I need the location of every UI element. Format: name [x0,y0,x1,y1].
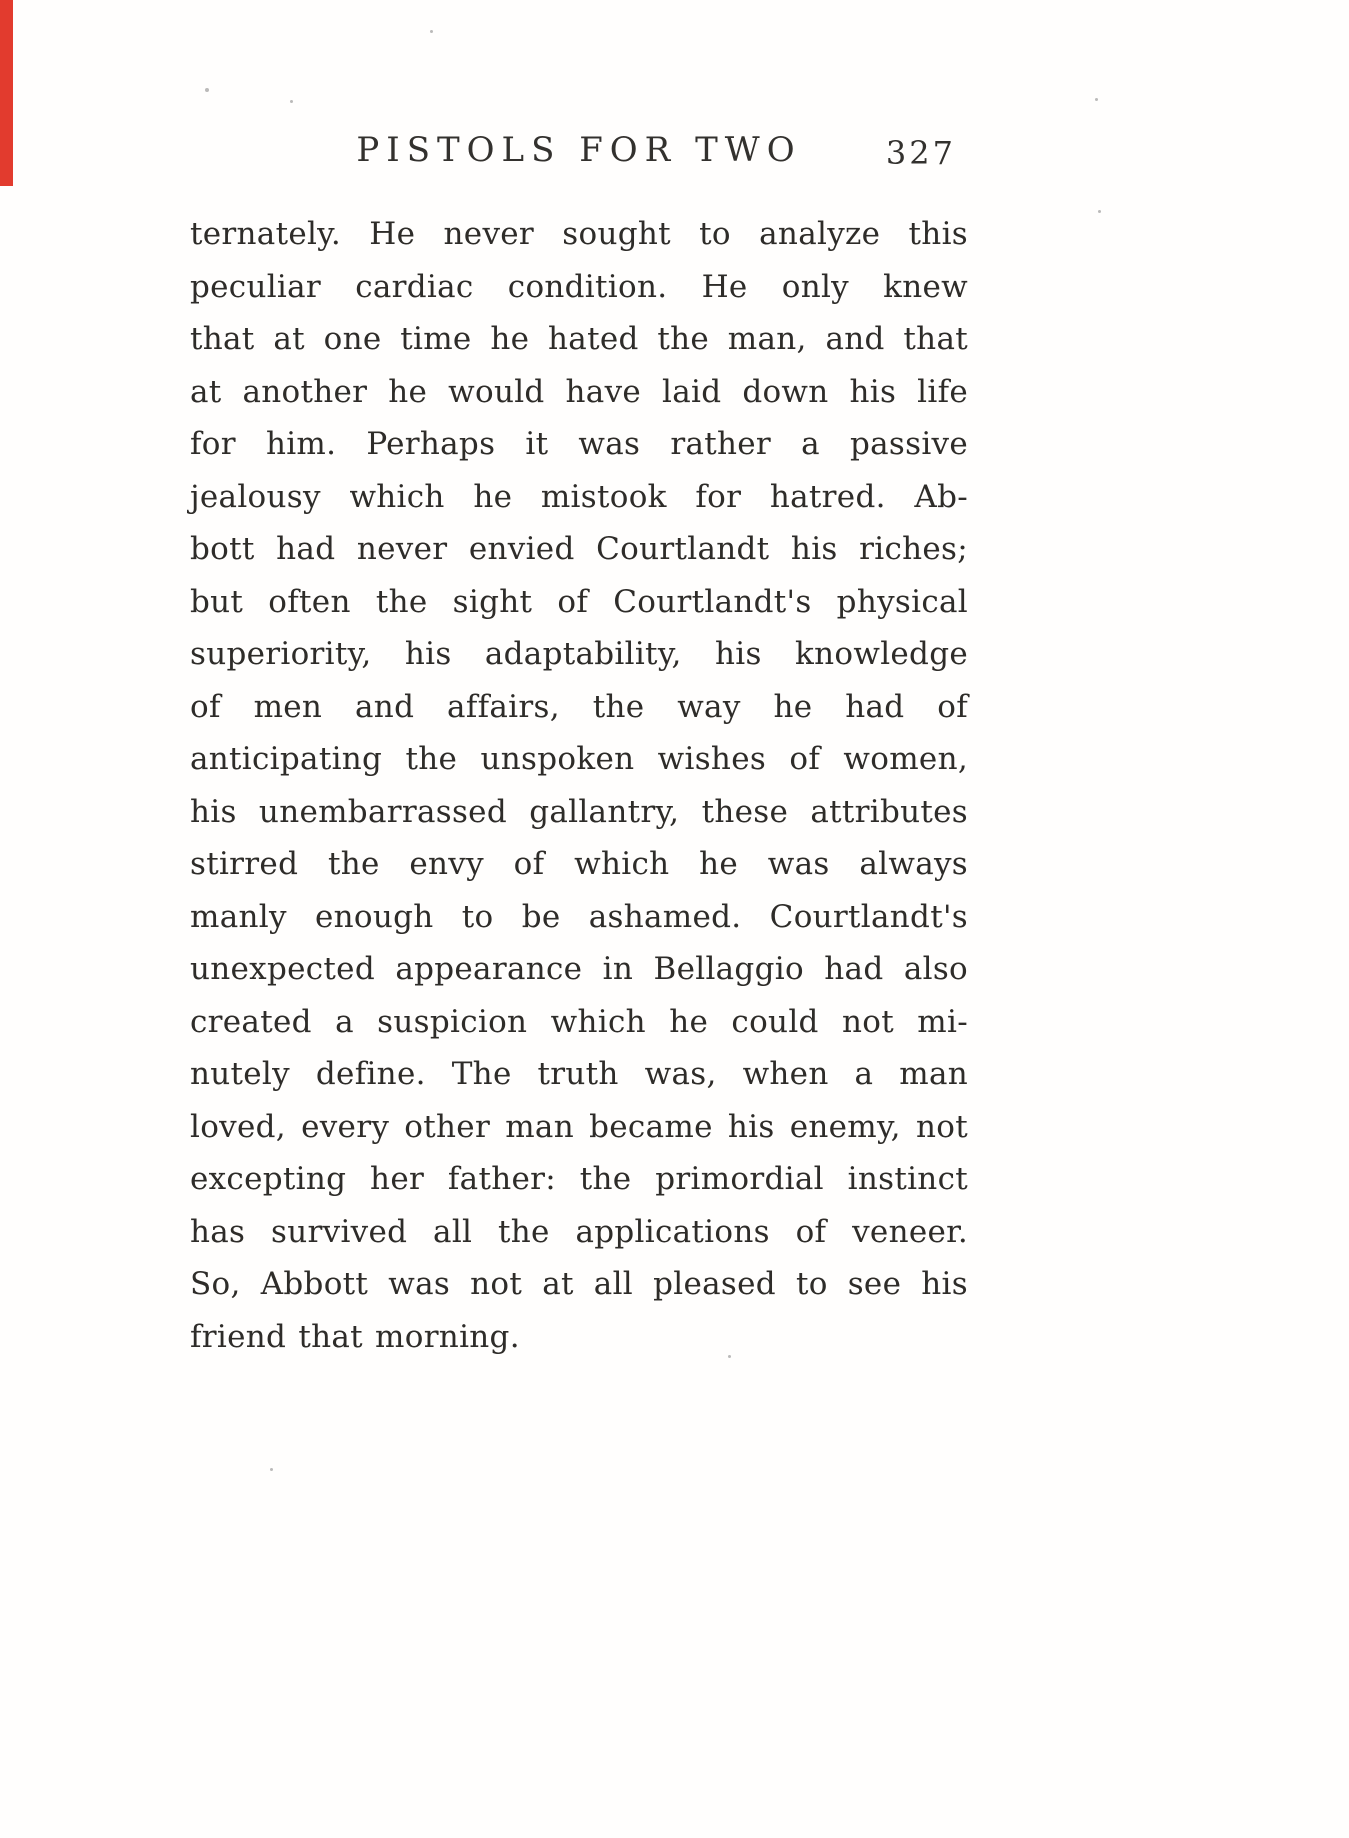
scan-speck [270,1468,273,1471]
text-line: that at one time he hated the man, and that [190,321,968,357]
text-line: manly enough to be ashamed. Courtlandt's [190,898,968,935]
scan-speck [1095,98,1098,101]
text-line: superiority, his adaptability, his knowledge [190,636,968,672]
scan-speck [1098,210,1101,213]
text-line: of men and affairs, the way he had of [190,688,968,725]
scan-speck [290,100,293,103]
text-line: for him. Perhaps it was rather a passive [190,426,968,462]
text-line: jealousy which he mistook for hatred. Ab- [190,478,968,515]
text-line: bott had never envied Courtlandt his riches; [190,531,968,567]
running-title: PISTOLS FOR TWO [356,130,802,170]
text-line: anticipating the unspoken wishes of women, [190,741,968,777]
text-line: stirred the envy of which he was always [190,846,968,882]
scan-speck [430,30,433,33]
text-line: ternately. He never sought to analyze this [190,216,968,252]
scan-speck [205,88,209,92]
text-line: peculiar cardiac condition. He only knew [190,268,968,305]
text-line: friend that morning. [190,1318,520,1355]
text-line: but often the sight of Courtlandt's physical [190,583,968,620]
text-line: loved, every other man became his enemy, not [190,1108,968,1145]
text-line: nutely define. The truth was, when a man [190,1056,968,1092]
text-line: has survived all the applications of veneer. [190,1213,968,1250]
text-line: at another he would have laid down his life [190,373,968,410]
text-line: his unembarrassed gallantry, these attributes [190,793,968,830]
text-line: created a suspicion which he could not mi- [190,1003,968,1040]
text-line: unexpected appearance in Bellaggio had also [190,951,968,987]
page-header [190,130,968,190]
text-line: So, Abbott was not at all pleased to see his [190,1266,968,1302]
page-number: 327 [885,134,956,172]
red-edge-mark [0,0,13,186]
text-line: excepting her father: the primordial instinct [190,1161,968,1197]
body-text [190,208,968,1363]
